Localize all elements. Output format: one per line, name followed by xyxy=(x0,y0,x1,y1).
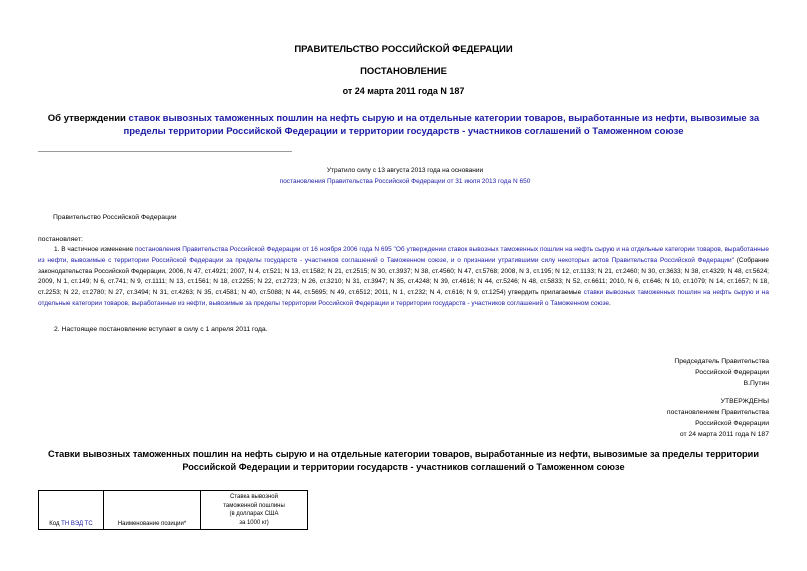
title-prefix: Об утверждении xyxy=(47,113,129,124)
signature-block xyxy=(674,356,769,389)
p1-link-rates[interactable]: ставки вывозных таможенных пошлин на нефть сырую и на отдельные категории товаров, выработанные из нефти, вывозимые за пределы территории Российской Федерации и территории государств - участников соглашений о Таможенном союзе xyxy=(38,289,769,307)
resolves-label: постановляет: xyxy=(38,236,83,243)
header-code xyxy=(39,491,104,530)
expired-note xyxy=(240,165,570,187)
header-rate-line3: (в долларах США xyxy=(229,511,279,517)
expired-link[interactable]: постановления Правительства Российской Федерации от 31 июля 2013 года N 650 xyxy=(279,178,531,185)
title-link[interactable]: ставок вывозных таможенных пошлин на нефть сырую и на отдельные категории товаров, выработанные из нефти, вывозимые за пределы территории Российской Федерации и территории государств - участников соглашений о Таможенном союзе xyxy=(123,113,760,137)
header-item-name: Наименование позиции* xyxy=(104,491,201,530)
header-code-prefix: Код xyxy=(49,521,62,527)
header-rate-line1: Ставка вывозной xyxy=(230,494,278,500)
rates-table xyxy=(38,490,308,530)
signature-title: Председатель Правительства xyxy=(674,358,769,365)
p1-end: . xyxy=(609,299,611,307)
approved-label: УТВЕРЖДЕНЫ xyxy=(720,398,769,405)
approved-org: Российской Федерации xyxy=(695,420,769,427)
header-rate-line4: за 1000 кг) xyxy=(239,519,269,526)
signature-org: Российской Федерации xyxy=(695,369,769,376)
paragraph-2: 2. Настоящее постановление вступает в силу с 1 апреля 2011 года. xyxy=(54,326,268,333)
divider xyxy=(38,151,292,152)
signature-name: В.Путин xyxy=(743,380,769,387)
p1-link-decree-695[interactable]: постановления Правительства Российской Федерации от 16 ноября 2006 года N 695 "Об утверждении ставок вывозных таможенных пошлин на нефть сырую и на отдельные категории товаров, выработанные из нефти, вывозимые с территории Российской Федерации за пределы государств - участников соглашений о Таможенном союзе, и о признании утратившими силу некоторых актов Правительства Российской Федерации" xyxy=(38,246,769,264)
paragraph-1 xyxy=(38,245,769,310)
document-type: ПОСТАНОВЛЕНИЕ xyxy=(360,66,447,77)
approved-block xyxy=(667,396,769,440)
issuing-body: Правительство Российской Федерации xyxy=(53,214,177,221)
document-title xyxy=(40,112,767,138)
approved-date: от 24 марта 2011 года N 187 xyxy=(679,431,769,438)
header-rate-line2: таможенной пошлины xyxy=(223,502,285,509)
annex-title: Ставки вывозных таможенных пошлин на нефть сырую и на отдельные категории товаров, выработанные из нефти, вывозимые за пределы территории Российской Федерации и территории государств - участников соглашений о Таможенном союзе xyxy=(48,449,759,472)
government-name: ПРАВИТЕЛЬСТВО РОССИЙСКОЙ ФЕДЕРАЦИИ xyxy=(294,44,513,55)
expired-text: Утратило силу с 13 августа 2013 года на основании xyxy=(326,167,484,174)
table-header-row xyxy=(39,491,308,530)
header-code-link[interactable]: ТН ВЭД ТС xyxy=(61,521,93,527)
header-rate xyxy=(201,491,308,530)
p1-start: 1. В частичное изменение xyxy=(54,246,135,253)
approved-by: постановлением Правительства xyxy=(666,409,769,416)
document-date: от 24 марта 2011 года N 187 xyxy=(342,86,465,96)
p1-mid: (Собрание законодательства Российской Федерации, 2006, N 47, ст.4921; 2007, N 4, ст.521; N 13, ст.1582; N 21, ст.2515; N 30, ст.3937; N 38, ст.4560; N 47, ст.5768; 2008, N 3, ст.195; N 12, ст.1133; N 21, ст.2460; N 30, ст.3633; N 38, ст.4329; N 48, ст.5624; 2009, N 1, ст.149; N 6, ст.741; N 9, ст.1111; N 13, ст.1561; N 18, ст.2255; N 22, ст.2723; N 26, ст.3210; N 31, ст.3947; N 35, ст.4248; N 39, ст.4616; N 44, ст.5246; N 48, ст.5833; N 52, ст.6611; 2010, N 6, ст.646; N 10, ст.1079; N 14, ст.1657; N 18, ст.2253; N 22, ст.2780; N 27, ст.3494; N 31, ст.4263; N 35, ст.4581; N 40, ст.5088; N 44, ст.5695; N 49, ст.6512; 2011, N 1, ст.232; N 4, ст.616; N 9, ст.1254) утвердить прилагаемые xyxy=(38,256,769,297)
